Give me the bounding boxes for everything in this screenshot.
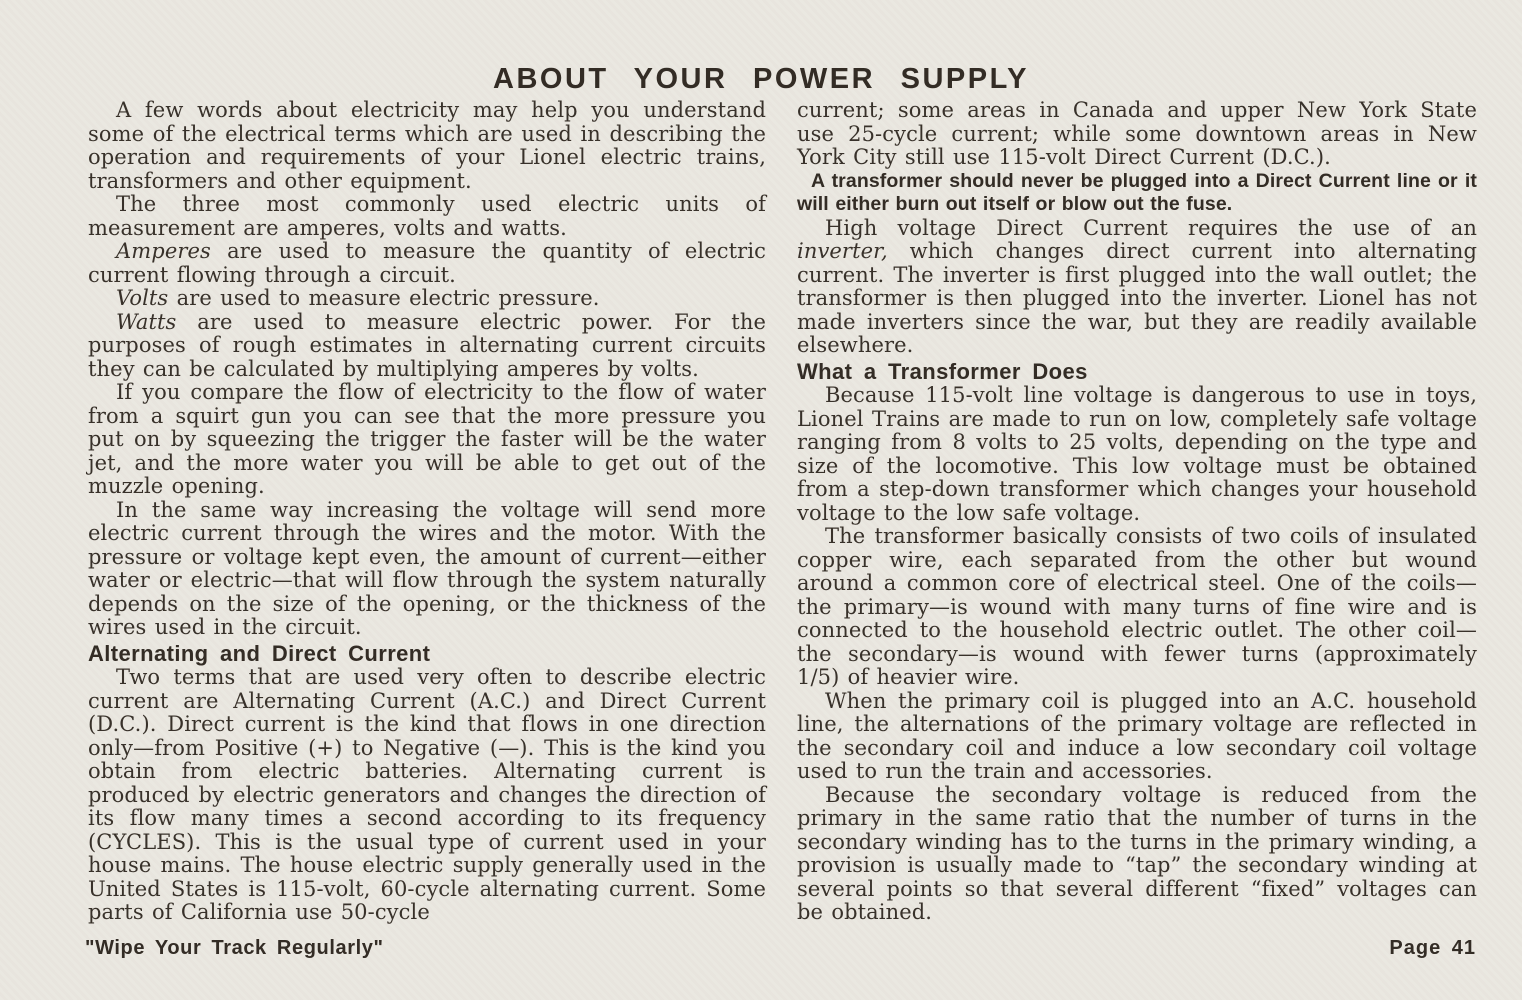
body-paragraph xyxy=(88,193,766,240)
text-run: Because the secondary voltage is reduced from the primary in the same ratio that the number of turns in the secondary winding has to the turns in the primary winding, a provision is usually made to “tap” the secondary winding at several points so that several different “fixed” voltages can be obtained. xyxy=(797,782,1477,924)
body-paragraph xyxy=(88,311,766,382)
text-run: are used to measure electric power. For the purposes of rough estimates in alternating current circuits they can be calculated by multiplying amperes by volts. xyxy=(88,309,766,381)
text-run: current; some areas in Canada and upper New York State use 25-cycle current; while some downtown areas in New York City still use 115-volt Direct Current (D.C.). xyxy=(797,98,1477,169)
body-paragraph xyxy=(797,217,1477,358)
body-paragraph xyxy=(88,99,766,193)
column-right xyxy=(797,99,1477,925)
page-number: Page 41 xyxy=(1389,937,1476,959)
body-paragraph xyxy=(797,384,1477,525)
body-paragraph xyxy=(88,287,766,311)
warning-paragraph xyxy=(797,170,1477,217)
body-paragraph xyxy=(797,690,1477,784)
text-run: When the primary coil is plugged into an A.C. household line, the alternations of the primary voltage are reflected in the secondary coil and induce a low secondary coil voltage used to run the train and accessories. xyxy=(797,688,1477,783)
text-run: The three most commonly used electric units of measurement are amperes, volts and watts. xyxy=(88,192,766,240)
italic-term: Watts xyxy=(116,309,177,334)
text-run: The transformer basically consists of two coils of insulated copper wire, each separated from the other but wound around a common core of electrical steel. One of the coils—the primary—is wound with many turns of fine wire and is connected to the household electric outlet. The other coil—the secondary—is wound with fewer turns (approximately 1/5) of heavier wire. xyxy=(797,524,1477,689)
text-run: Because 115-volt line voltage is dangerous to use in toys, Lionel Trains are made to run on low, completely safe voltage ranging from 8 volts to 25 volts, depending on the type and size of the locomotive. This low voltage must be obtained from a step-down transformer which changes your household voltage to the low safe voltage. xyxy=(797,383,1477,525)
italic-term: inverter, xyxy=(797,239,888,263)
body-paragraph xyxy=(88,240,766,287)
body-paragraph xyxy=(88,381,766,499)
text-run: High voltage Direct Current requires the use of an xyxy=(825,215,1477,240)
italic-term: Volts xyxy=(116,286,169,310)
body-paragraph xyxy=(797,99,1477,170)
footer-slogan: "Wipe Your Track Regularly" xyxy=(85,937,384,959)
page-title: ABOUT YOUR POWER SUPPLY xyxy=(493,63,1029,95)
text-run: A few words about electricity may help you understand some of the electrical terms which are used in describing the operation and requirements of your Lionel electric trains, transformers and other equipment. xyxy=(88,98,766,193)
section-heading: What a Transformer Does xyxy=(797,358,1088,384)
text-run: which changes direct current into alternating current. The inverter is first plugged into the wall outlet; the transformer is then plugged into the inverter. Lionel has not made inverters since the war, but they are readily available elsewhere. xyxy=(797,239,1477,357)
body-paragraph xyxy=(88,666,766,925)
text-run: In the same way increasing the voltage will send more electric current through the wires and the motor. With the pressure or voltage kept even, the amount of current—either water or electric—that will flow through the system naturally depends on the size of the opening, or the thickness of the wires used in the circuit. xyxy=(88,497,766,639)
section-heading: Alternating and Direct Current xyxy=(88,640,431,666)
text-run: A transformer should never be plugged into a Direct Current line or it will either burn out itself or blow out the fuse. xyxy=(797,169,1477,215)
text-run: are used to measure electric pressure. xyxy=(168,286,600,310)
column-left xyxy=(88,99,766,925)
body-paragraph xyxy=(797,784,1477,925)
text-run: Two terms that are used very often to describe electric current are Alternating Current (A.C.) and Direct Current (D.C.). Direct current is the kind that flows in one direction only—from Positive (+) to Negative (—). This is the kind you obtain from electric batteries. Alternating current is produced by electric generators and changes the direction of its flow many times a second according to its frequency (CYCLES). This is the usual type of current used in your house mains. The house electric supply generally used in the United States is 115-volt, 60-cycle alternating current. Some parts of California use 50-cycle xyxy=(88,665,766,924)
text-run: If you compare the flow of electricity to the flow of water from a squirt gun you can see that the more pressure you put on by squeezing the trigger the faster will be the water jet, and the more water you will be able to get out of the muzzle opening. xyxy=(88,380,766,498)
italic-term: Amperes xyxy=(116,239,211,263)
body-paragraph xyxy=(797,525,1477,690)
body-paragraph xyxy=(88,499,766,640)
text-run: are used to measure the quantity of electric current flowing through a circuit. xyxy=(88,239,766,287)
